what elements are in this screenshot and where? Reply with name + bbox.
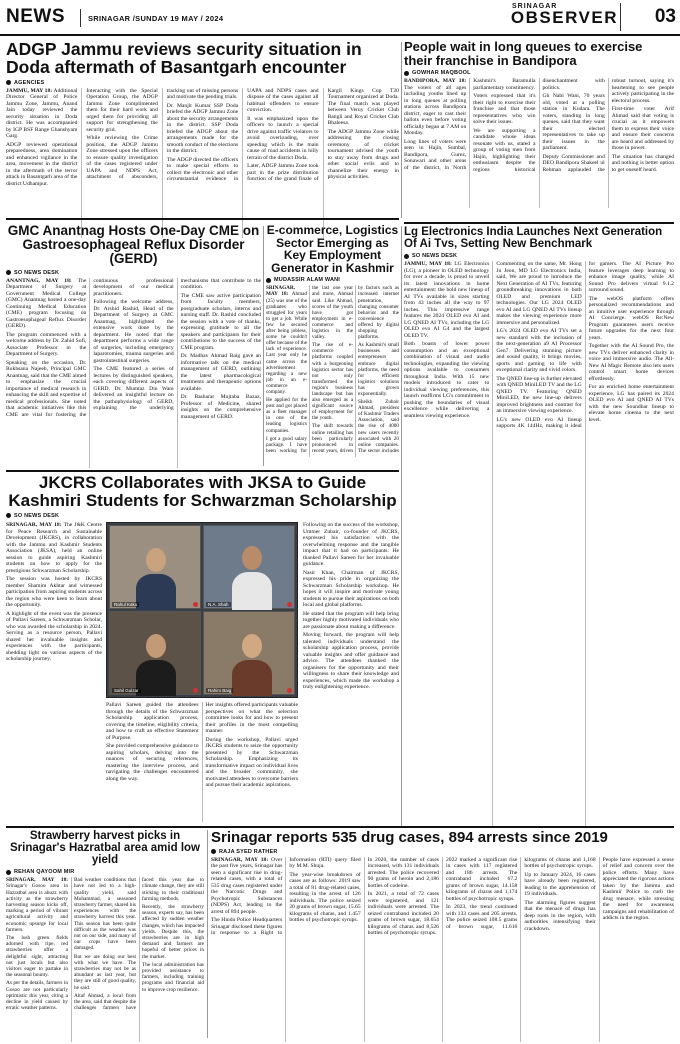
headline-strawberry: Strawberry harvest picks in Srinagar's Hazratbal area amid low yield — [9, 830, 200, 867]
body-ecommerce — [266, 285, 399, 457]
byline-bullet-icon — [404, 71, 409, 76]
paragraph: We are supporting a candidate whose ideas resonate with us, stated a group of voting men from Hajin, highlighting their enthusiasm despite the regions historical disenchantment with politics. — [473, 78, 605, 173]
paragraph: Pallavi Sareen guided the attendees through the details of the Schwarzman Scholarship application process, covering the timeline, eligibility criteria, and how to craft an effective Statement of Purpose. — [106, 702, 199, 741]
paragraph: Later, ADGP Jammu Zone took part in the prize distribution function of the grand finale of Kargil Kings Cup T20 Tournament organized at Doda. The final match was played between Veruy Cricket Club Bangli and Royal Cricket Club Bhaleesa. — [247, 87, 399, 183]
headline-people: People wait in long queues to exercise their franchise in Bandipora — [404, 40, 643, 68]
dateline: SRINAGAR, MAY 18: — [6, 522, 62, 528]
video-call-photo — [106, 522, 298, 698]
paragraph: I got a good salary package. I have been working for the last one year and more, Ahmad said. Like Ahmad, scores of the youth have got employment in e-commerce and logistics in the valley. — [266, 285, 353, 454]
byline-text: RAJA SYED RATHER — [219, 848, 278, 855]
paper-city: SRINAGAR — [512, 3, 558, 10]
mic-muted-icon — [193, 602, 198, 607]
byline-lg — [404, 253, 674, 259]
body-adgp — [6, 88, 399, 238]
issue-date: SRINAGAR /SUNDAY 19 MAY / 2024 — [88, 14, 224, 23]
byline-drugs — [211, 849, 674, 855]
masthead-divider — [80, 9, 81, 27]
participant-shirt — [136, 574, 176, 610]
body-jkcrs-col2 — [106, 702, 298, 822]
paragraph: SRINAGAR, MAY 18: Ahmad (25) was one of the graduates who struggled for years to get a job. While few he secured after being jobless, some he couldn't offer because of the lack of experience. Last year only he came across the advertisement regarding a new job in an e-commerce company. — [266, 285, 307, 395]
paragraph: The lush green fields adorned with ripe, red strawberries offer a delightful sight, attracting not just locals but also visitors eager to partake in the seasonal bounty. — [6, 935, 68, 979]
byline-text: SO NEWS DESK — [14, 269, 60, 276]
paragraph: SRINAGAR, MAY 18: Over the past five years, Srinagar has seen a significant rise in drug-related cases, with a total of 535 drug cases registered under the Narcotic Drugs and Psychotropic Substances (NDPS) Act, leading to the arrest of 894 people. — [211, 856, 283, 915]
body-gmc — [6, 278, 261, 468]
paragraph: Bad weather conditions that have not led to a high-quality yield, said Mohammad, a seasoned strawberry farmer, shared his experiences with the strawberry harvest this year. This season has been quite difficult as the weather was not on our side, and many of our crops have been damaged. — [74, 877, 136, 952]
byline-bullet-icon — [6, 270, 11, 275]
paragraph: Recently, the strawberry season, experts say, has been affected by sudden weather changes, which has impacted yields. Despite this, the strawberries are in high demand and farmers are hopeful of better prices in the market. — [142, 904, 204, 960]
dateline: JAMMU, MAY 18: — [6, 87, 53, 94]
paragraph: It was emphasized upon the officers to launch a special drive against traffic violators to avoid overloading, over speeding which is the main cause of road accidents in hilly terrain of the district Doda. — [247, 115, 319, 161]
paragraph: Gh Nabi Wani, 70 years old, voted at a polling station in Kudara. The voters, standing in long queues, said that they want their elected representatives to take up their issues in the parliament. — [542, 93, 605, 152]
paragraph: The program commenced with a welcome address by Dr. Zahid Sofi, Associate Professor in the Department of Surgery. — [6, 331, 87, 358]
dateline: SRINAGAR, MAY 18: — [211, 856, 269, 863]
participant-face — [242, 634, 262, 658]
byline-text: REHAN QAYOOM MIR — [14, 869, 75, 876]
story-people — [404, 40, 674, 220]
column-divider — [401, 226, 402, 826]
paragraph: ADGP reviewed operational preparedness, area domination and enhanced vigilance in the area, movement in the district in the aftermath of the terror attack in Basantgarh area of the district Udhampur. — [6, 141, 78, 187]
paragraph: The alarming figures suggest that the menace of drugs has deep roots in the region, with authorities intensifying their crackdown. — [524, 899, 596, 932]
byline-bullet-icon — [6, 513, 11, 518]
paragraph: The year-wise breakdown of cases are as follows: 2019 saw a total of 81 drug-related cases, resulting in the arrest of 126 individuals. The police seized 20 grams of brown sugar, 15.65 kilograms of charas, and 1.457 bottles of psychotropic syrups. — [289, 871, 361, 924]
paragraph: ANANTNAG, MAY 18: The Department of Surgery at Government Medical College (GMC) Anantnag hosted a one-day Continuing Medical Education (CME) program focusing on Gastroesophageal Reflux Disorder (GERD). — [6, 277, 87, 330]
story-drugs — [211, 830, 674, 1042]
paragraph: The local administration has provided assistance to farmers, including training programs and financial aid to improve crop resilience. — [142, 961, 204, 993]
masthead — [0, 0, 680, 36]
paragraph: Speaking on the occasion, Dr. Rukhsana Najeeb, Principal GMC Anantnag, said that the CME aimed to emphasize the crucial importance of medical research in enhancing the skill and expertise of medical professionals. She noted that academic initiatives like this CME are vital for fostering the continuous professional development of our medical practitioners. — [6, 277, 174, 418]
byline-bullet-icon — [211, 849, 216, 854]
paragraph: The CME saw active participation from faculty members, postgraduate scholars, interns and nursing staff. Dr. Rashid concluded the session with a vote of thanks, expressing gratitude to all the speakers and participants for their contributions to the success of the CME program. — [180, 292, 261, 351]
byline-adgp — [6, 80, 399, 86]
byline-text: SO NEWS DESK — [14, 512, 60, 519]
paragraph: A highlight of the event was the presence of Pallavi Sareen, a Schwarzman Scholar, who was awarded the scholarship in 2024. Serving as a resource person, Pallavi shared her invaluable insights and experiences with the participants, shedding light on various aspects of the scholarship journey. — [6, 610, 102, 662]
headline-drugs: Srinagar reports 535 drug cases, 894 arrests since 2019 — [211, 830, 608, 846]
paragraph: BANDIPORA, MAY 18: The voters of all ages including youths lined up in long queues at polling stations across Bandipora district, eager to cast their ballots even before voting officially began at 7 AM on Monday. — [404, 78, 467, 137]
headline-gmc: GMC Anantnag Hosts One-Day CME on Gastroesophageal Reflux Disorder (GERD) — [7, 224, 260, 267]
paragraph: SRINAGAR, MAY 18: The J&K Centre for Peace Research and Sustainable Development (JKCRS), in collaboration with the Jammu and Kashmir Students Association (JKSA), held an online session to guide aspiring Kashmiri students on how to apply for the prestigious Schwarzman Scholarship. — [6, 522, 102, 574]
participant-shirt — [232, 660, 272, 696]
paragraph: The ADGP Jammu Zone while addressing the closing ceremony of cricket tournament advised the youth to stay away from drugs and other social evils and to channelize their energy in physical activities. — [327, 128, 399, 181]
section-rule — [6, 470, 399, 472]
body-jkcrs-col3 — [303, 522, 399, 822]
paragraph: In 2021, a total of 72 cases were registered, and 121 individuals were arrested. The seized contraband included 20 grams of brown sugar, 18.654 kilograms of charas and 8,526 bottles of psychotropic syrups. — [367, 891, 439, 937]
section-rule — [6, 218, 399, 220]
paragraph: Long lines of voters were seen in Hajin, Sumbal, Bandipora, Gurez, Sonawari and other areas of the district, in North Kashmir's Baramulla parliamentary constituency. — [404, 78, 536, 171]
participant-shirt — [136, 660, 176, 696]
body-jkcrs-left — [6, 522, 102, 822]
story-lg — [404, 226, 674, 826]
paper-name: OBSERVER — [510, 8, 618, 27]
byline-bullet-icon — [6, 870, 11, 875]
paragraph: People have expressed a sense of relief and concern over the police efforts. Many have appreciated the rigorous actions taken by the Jammu and Kashmir Police to curb the drug menace, while stressing the need for awareness campaigns and rehabilitation of addicts in the region. — [602, 856, 674, 922]
paragraph: The rise of e-commerce platforms coupled with a burgeoning logistics sector has not only transformed the region's business landscape but has also emerged as a significant source of employment for the youth. — [312, 342, 353, 422]
byline-text: SO NEWS DESK — [412, 253, 458, 260]
body-lg — [404, 261, 674, 826]
headline-adgp: ADGP Jammu reviews security situation in Doda aftermath of Basantgarh encounter — [6, 40, 362, 78]
paragraph: Her insights offered participants valuable perspectives on what the selection committee looks for and how to present their profiles in the most compelling manner. — [205, 702, 298, 734]
participant-name: N.A. Shah — [208, 602, 229, 607]
story-gmc — [6, 224, 261, 470]
byline-gmc — [6, 270, 261, 276]
byline-bullet-icon — [6, 80, 11, 85]
paragraph: The Hindu Police Headquarters Srinagar disclosed these figures in response to a Right to Information (RTI) query filed by M.M. Shuja. — [211, 856, 361, 937]
paragraph: Deputy Commissioner and DEO Bandipora Shakeel ul Rehman applauded the robust turnout, saying it's heartening to see people actively participating in the electoral process. — [542, 78, 674, 173]
paragraph: Interacting with the Special Operation Group, the ADGP Jammu Zone complimented them for their hard work and urged them for providing all support for strengthening the security grid. — [86, 87, 158, 133]
paragraph: The ADGP directed the officers to make special efforts to collect the electronic and other circumstantial evidence in UAPA and NDPS cases and dispose of the cases against all habitual offenders to ensure conviction. — [166, 87, 319, 183]
paragraph: LG's 2024 OLED evo AI TVs set a new standard with the inclusion of the next-generation a9 AI Processor Gen7. Delivering stunning picture and sound quality, it brings movies, sports and gaming to life with exceptional clarity and vivid colors. — [496, 328, 582, 374]
byline-ecommerce — [266, 277, 399, 283]
paper-brand — [508, 3, 618, 26]
headline-jkcrs: JKCRS Collaborates with JKSA to Guide Kashmiri Students for Schwarzman Scholarship — [8, 474, 397, 510]
paragraph: SRINAGAR, MAY 18: Srinagar's Gosoo area in Hazratbal area is abuzz with activity as the strawberry harvesting season kicks off, marking a period of vibrant agricultural activity and economic upsurge for local farmers. — [6, 877, 68, 933]
paragraph: Dr. Manjit Kumar SSP Doda briefed the ADGP Jammu Zone about the security arrangements in the district. SSP Doda briefed the ADGP about the arrangements made for the smooth conduct of the elections in the district. — [166, 102, 239, 155]
mic-muted-icon — [287, 602, 292, 607]
story-ecommerce — [266, 224, 399, 470]
participant-name: Rahul Kaku — [114, 602, 138, 607]
paragraph: Moving forward, the program will help talented individuals understand the scholarship application process, provide valuable insights and offer guidance and advice. The attendees thanked the organisers for the opportunity and their willingness to share their knowledge and experiences, which made the workshop a truly enlightening experience. — [303, 632, 399, 690]
paragraph: The CME featured a series of lectures by distinguished speakers, each covering different aspects of GERD. Dr. Mumtaz Din Wani delivered an insightful lecture on the pathophysiology of GERD, explaining the underlying mechanisms that contribute to the condition. — [93, 277, 261, 412]
participant-name: Rahim Baig — [208, 688, 232, 693]
body-strawberry — [6, 877, 204, 1042]
paragraph: She provided comprehensive guidance to aspiring scholars, delving into the nuances of securing references, mastering the interview process, and navigating the challenges encountered along the way. — [106, 743, 199, 782]
participant-face — [242, 546, 262, 570]
headline-lg: Lg Electronics India Launches Next Generation Of Ai Tvs, Setting New Benchmark — [404, 226, 663, 251]
paragraph: Following the welcome address, Dr. Arshid Rashid, Head of the Department of Surgery at GMC Anantnag, highlighted the extensive work done by the department. He noted that the department performs a wide range of surgeries, including emergency laparotomies, trauma surgeries and gastrointestinal surgeries. — [93, 299, 174, 364]
paragraph: Following on the success of the workshop, Ummer Zubair, co-founder of JKCRS, expressed his satisfaction with the overwhelming response and the tangible impact that it had on participants. He thanked Pallavi Sareen for her invaluable guidance. — [303, 522, 399, 567]
page-number: 03 — [620, 3, 676, 31]
paragraph: Both boasts of lower power consumption and an exceptional combination of visual and audio technologies, expanding the viewing options available to consumers throughout India. With 15 new models introduced to cater to individual viewing preferences, this launch reaffirms LG's commitment to pushing the boundaries of visual excellence while delivering a seamless viewing experience. — [404, 341, 490, 419]
participant-shirt — [232, 572, 272, 610]
section-name: NEWS — [6, 6, 65, 27]
mic-muted-icon — [287, 688, 292, 693]
byline-text: GOWHAR MAQBOOL — [412, 70, 471, 77]
paragraph: The shift towards online retailing has been particularly pronounced in recent years, driven by factors such as increased internet penetration, changing consumer behavior and the convenience offered by digital shopping platforms. — [312, 285, 399, 454]
paragraph: Nasir Khan, Chairman of JKCRS, expressed his pride in organizing the Schwarzman Scholarship workshop. He hopes it will inspire and motivate young students to pursue their aspirations on both local and global platforms. — [303, 569, 399, 608]
paragraph: Dr. Basharat Mujtaba Bazaz, Professor of Medicine, shared insights on the comprehensive management of GERD. — [180, 394, 261, 420]
video-tile — [109, 611, 201, 695]
paragraph: Up to January 2024, 16 cases have already been registered, leading to the apprehension of 19 individuals. — [524, 871, 596, 898]
paragraph: Altaf Ahmad, a local from the area, said that despite the challenges farmers have faced this year due to climate change, they are still sticking to their traditional farming methods. — [74, 877, 204, 1012]
column-divider — [207, 830, 208, 1038]
paragraph: As Kashmir's small businesses and entrepreneurs embrace digital platforms, the need for efficient logistics solutions has grown exponentially. — [358, 342, 399, 397]
video-tile — [109, 525, 201, 609]
paragraph: While reviewing the Crime position, the ADGP Jammu Zone stressed upon the officers to ensure quality investigation of the cases registered under UAPA and NDPS Act, attachment of absconders, tracking out of missing persons and motivate the pending trials. — [86, 87, 239, 181]
paragraph: But we are doing our best with what we have. The strawberries may not be as abundant as last year, but they are still of good quality, he said. — [74, 953, 136, 991]
participant-face — [146, 634, 166, 658]
paragraph: For an enriched home entertainment experience, LG has paired its 2024 OLED evo AI and QNED AI TVs with the new Soundbar lineup to elevate home cinema to the next level. — [588, 384, 674, 423]
paragraph: He applied for the post and got placed as a fleet manager in one of the leading logistics companies. — [266, 397, 307, 434]
byline-strawberry — [6, 869, 204, 875]
column-divider — [401, 42, 402, 218]
paragraph: In 2023, the trend continued with 133 cases and 205 arrests. The police seized 108.5 grams of brown sugar, 11.616 kilograms of charas and 1,168 bottles of psychotropic syrups. — [445, 856, 596, 930]
paragraph: JAMMU, MAY 18: Additional Director General of Police Jammu Zone, Jammu, Anand Jain today reviewed the security situation in Doda district. He was accompanied by IGP BSF Range Ghanshyam Garg. — [6, 87, 78, 140]
video-tile — [203, 611, 295, 695]
paragraph: Dr. Madhav Ahmad Baig gave an informative talk on the medical management of GERD, outlining the latest pharmacological treatments and therapeutic options available. — [180, 353, 261, 392]
paragraph: LG's new OLED evo AI lineup supports 4K 144Hz, making it ideal for gamers. The AI Picture Pro feature leverages deep learning to enhance image quality, while AI Sound Pro delivers virtual 9.1.2 surround sound. — [496, 261, 674, 430]
body-people — [404, 78, 674, 208]
paragraph: In 2020, the number of cases increased, with 131 individuals arrested. The police recovered 90 grams of heroin and 2,186 bottles of codeine. — [367, 856, 439, 889]
paragraph: He stated that the program will help bring together highly motivated individuals who are passionate about making a difference. — [303, 610, 399, 630]
paragraph: Sheikh Zubair Ahmad, president of Kashmir Traders Association, said the rise of 4000 new users recently associated with 20 online companies. The sector includes — [358, 399, 399, 454]
body-jkcrs-right — [303, 522, 399, 822]
paragraph: First-time voter Arif Ahmad said that voting is crucial as it empowers them to express their voice and ensure their concerns are heard and addressed by those in power. — [611, 106, 674, 152]
paragraph: Commenting on the same, Mr. Hong Ju Jeon, MD LG Electronics India, said, We are proud to introduce the Next Generation of AI TVs, featuring groundbreaking innovations in both OLED and premium LED technologies. Our LG 2024 OLED evo AI and LG QNED AI TVs lineup makes the viewing experience more immersive and personalized. — [496, 261, 582, 326]
section-rule — [6, 826, 674, 828]
dateline: ANANTNAG, MAY 18: — [6, 277, 72, 284]
byline-bullet-icon — [404, 254, 409, 259]
paragraph: As per the details, farmers in Gosoo are not particularly optimistic this year, citing a decline in yield caused by erratic weather patterns. — [6, 980, 68, 1012]
paragraph: 2022 marked a significant rise in cases with 117 registered and 186 arrests. The contraband included 67.2 grams of brown sugar, 14.158 kilograms of charas and 1,174 bottles of psychotropic syrups. — [445, 856, 518, 902]
body-jkcrs-col1 — [6, 522, 102, 822]
body-drugs — [211, 857, 674, 1042]
dateline: SRINAGAR, MAY 18: — [266, 285, 295, 298]
paragraph: JAMMU, MAY 18: LG Electronics (LG), a pioneer in OLED technology for over a decade, is proud to unveil its latest innovations in home entertainment: the bold new lineup of AI TVs available in sizes starting from 43 inches all the way to 97 inches. This impressive range features the 2024 OLED evo AI and LG QNED AI TVs, including the LG OLED evo AI G4 and the largest OLED TV. — [404, 261, 490, 339]
headline-ecommerce: E-commerce, Logistics Sector Emerging as Key Employment Generator in Kashmir — [266, 224, 399, 275]
byline-bullet-icon — [266, 278, 271, 283]
story-strawberry — [6, 830, 204, 1042]
byline-jkcrs — [6, 513, 399, 519]
video-tile — [203, 525, 295, 609]
paragraph: The session was hosted by JKCRS member Shamim Akhtar and witnessed participation from aspiring students across the region who were keen to learn about the opportunity. — [6, 576, 102, 608]
byline-text: MUDASSIR ALAM WANI — [274, 277, 341, 284]
byline-text: AGENCIES — [14, 79, 45, 86]
body-jkcrs-mid — [106, 702, 298, 822]
paragraph: During the workshop, Pallavi urged JKCRS students to seize the opportunity presented by the Schwarzman Scholarship. Emphasizing its transformative impact on individual lives and the broader community, she motivated attendees to overcome barriers and pursue their academic aspirations. — [205, 736, 298, 788]
dateline: JAMMU, MAY 18: — [404, 261, 452, 268]
mic-muted-icon — [193, 688, 198, 693]
column-divider — [263, 226, 264, 466]
paragraph: The QNED line-up is further elevated with QNED MiniLED TV and the LG QNED TV. Featuring QNED MiniLED, the new line-up delivers improved brightness and contrast for an immersive viewing experience. — [496, 375, 582, 415]
paragraph: The webOS platform offers personalized recommendations and an intuitive user experience through AI Concierge. webOS Re:New Program guarantees users receive future upgrades for the next four years. — [588, 295, 674, 341]
dateline: SRINAGAR, MAY 18: — [6, 877, 68, 884]
participant-name: Sahil Gulzar — [114, 688, 139, 693]
byline-people — [404, 70, 674, 76]
paragraph: Together with the AI Sound Pro, the new TVs deliver enhanced clarity in voice and immersive audio. The All-New AI Magic Remote also lets users control smart home devices effortlessly. — [588, 343, 674, 382]
participant-face — [146, 548, 166, 572]
paragraph: Voters expressed that it's their right to exercise their franchise and that those representatives who win solve their issues. — [473, 93, 536, 126]
dateline: BANDIPORA, MAY 18: — [404, 78, 467, 85]
section-rule — [404, 222, 674, 224]
paragraph: The situation has changed and nothing is better option to get oneself heard. — [611, 153, 674, 173]
